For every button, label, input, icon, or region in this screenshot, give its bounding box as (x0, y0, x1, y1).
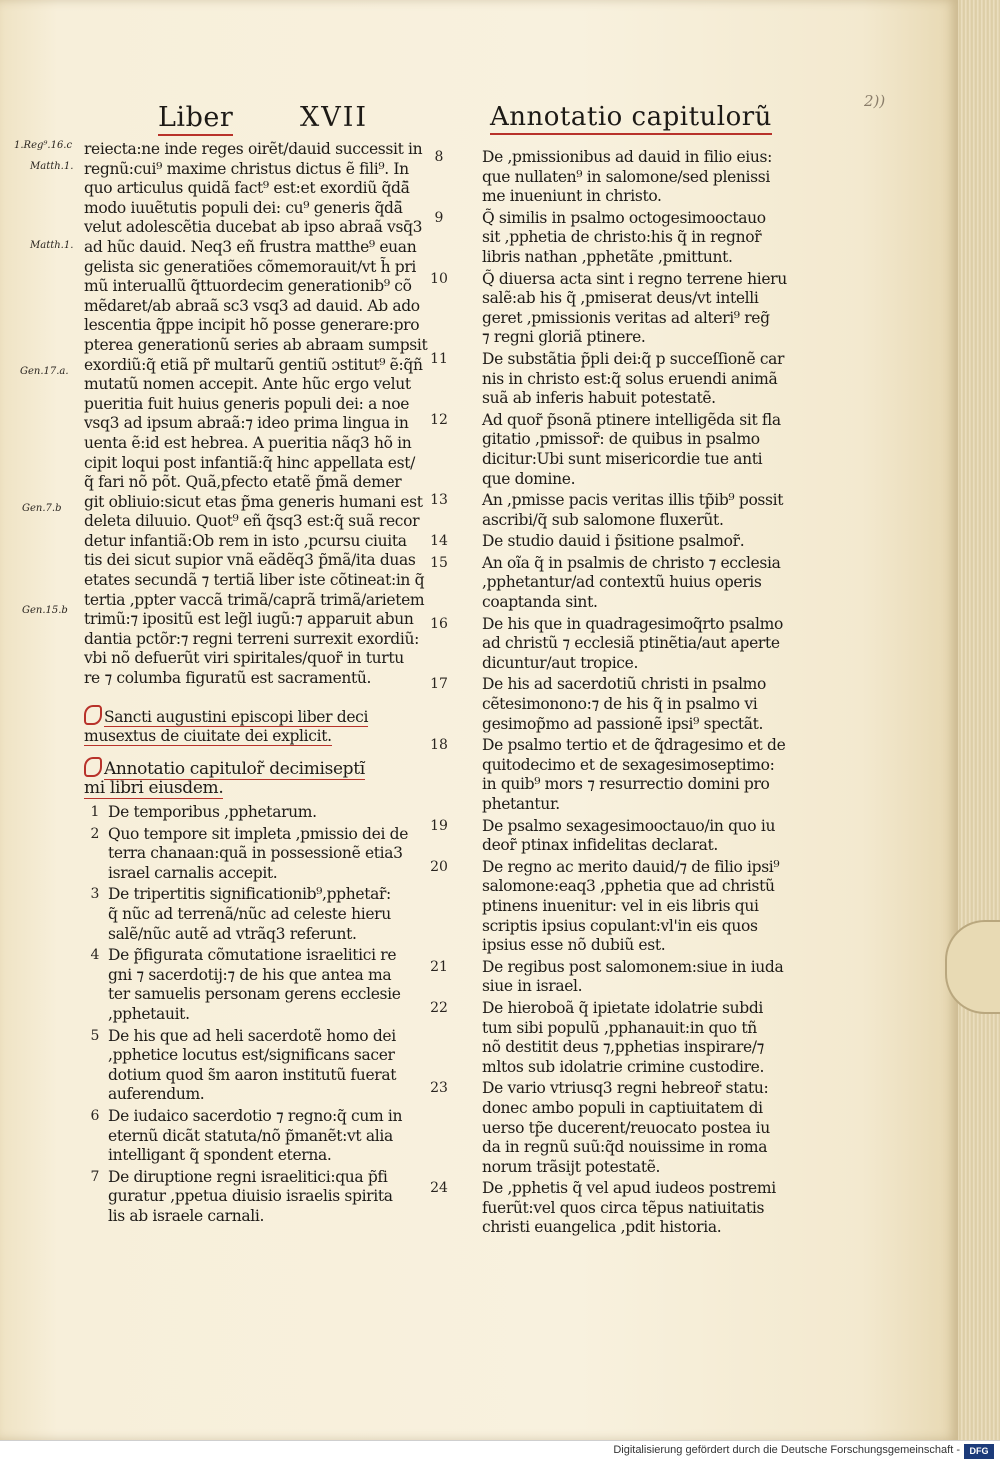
text-line: re ⁊ columba figuratũ est sacramentũ. (84, 669, 372, 688)
chapter-number: 16 (430, 615, 448, 632)
chapter-number: 9 (434, 209, 444, 226)
text-line: gelista sic generatiões cõmemorauit/vt h̃ pri (84, 257, 417, 276)
chapter-line: De p̃figurata cõmutatione israelitici re (108, 946, 397, 965)
text-line: cipit loqui post infantiã:q̃ hinc appellata est/ (84, 453, 415, 472)
chapter-line: ipsius esse nõ dubiũ est. (482, 936, 666, 955)
rubric-mark-icon (84, 705, 102, 725)
text-line: mẽdaret/ab abraã sc3 vsq3 ad dauid. Ab ado (84, 296, 420, 315)
colophon-line-1 (84, 705, 429, 728)
text-line: uenta ẽ:id est hebrea. A pueritia nãq3 hõ in (84, 433, 412, 452)
rubric-mark-icon (84, 757, 102, 777)
chapter-line: intelligant q̃ spondent eterna. (108, 1146, 332, 1165)
chapter-line: guratur ,ppetua diuisio israelis spirita (108, 1187, 393, 1206)
footer-credit: Digitalisierung gefördert durch die Deutsche Forschungsgemeinschaft - (613, 1444, 960, 1456)
chapter-line: An ,pmisse pacis veritas illis tp̃ib⁹ possit (482, 491, 784, 510)
text-line: mutatũ nomen accepit. Ante hũc ergo velut (84, 375, 411, 394)
chapter-line: israel carnalis accepit. (108, 863, 278, 882)
chapter-line: De regibus post salomonem:siue in iuda (482, 957, 784, 976)
text-line: pterea generationũ series ab abraam sumpsit (84, 335, 428, 354)
chapter-line: ad christũ ⁊ ecclesiã ptinẽtia/aut aperte (482, 634, 780, 653)
chapter-entry (430, 349, 794, 409)
text-line: regnũ:cui⁹ maxime christus dictus ẽ fili⁹. In (84, 159, 409, 178)
text-line: velut adolescẽtia ducebat ab ipso abraã vsq̄3 (84, 218, 423, 237)
chapter-line: lis ab israele carnali. (108, 1206, 265, 1225)
chapter-line: De psalmo tertio et de q̃dragesimo et de (482, 736, 786, 755)
chapter-entry (90, 1026, 429, 1105)
chapter-line: dicitur:Ubi sunt misericordie tue anti (482, 449, 763, 468)
text-line: detur infantiã:Ob rem in isto ,pcursu ciuita (84, 531, 407, 550)
chapter-number: 8 (434, 149, 444, 165)
chapter-number: 10 (430, 270, 448, 287)
chapter-line: que nullaten⁹ in salomone/sed plenissi (482, 167, 770, 186)
pencil-page-number: 2)) (864, 92, 886, 110)
annotatio-title-line-1 (84, 757, 429, 780)
chapter-line: De studio dauid i p̃sitione psalmor̃. (482, 532, 745, 551)
chapter-line: da in regnũ suũ:q̃d nouissime in roma (482, 1138, 768, 1157)
running-head-liber-text: Liber (158, 102, 233, 136)
chapter-entry (90, 824, 429, 884)
chapter-line: ⁊ regni gloriã ptinere. (482, 328, 646, 347)
annotatio-title-text: Annotatio capitulor̃ decimiseptĩ (104, 758, 365, 779)
text-line: tis dei sicut supior vnã eãdẽq3 p̃mã/ita duas (84, 551, 416, 570)
chapter-line: donec ambo populi in captiuitatem di (482, 1098, 763, 1117)
chapter-line: ,pphetantur/ad contextũ huius operis (482, 573, 762, 592)
running-head-book-number: XVII (300, 102, 369, 133)
chapter-entry (430, 998, 794, 1077)
chapter-line: De substãtia p̃pli dei:q̃ p succeſſionẽ car (482, 349, 785, 368)
chapter-line: norum trãsijt potestatẽ. (482, 1157, 661, 1176)
chapter-entry (430, 816, 794, 856)
chapter-number: 1 (90, 804, 100, 820)
chapter-line: nõ destitit deus ⁊,pphetias inspirare/⁊ (482, 1038, 765, 1057)
running-head-annotatio-text: Annotatio capitulorũ (490, 102, 772, 135)
text-line: etates secundã ⁊ tertiã liber iste cõtineat:in q̃ (84, 571, 425, 590)
chapter-number: 18 (430, 737, 448, 754)
chapter-line: coaptanda sint. (482, 593, 598, 612)
chapter-entry (90, 885, 429, 944)
chapter-line: fuerũt:vel quos circa tẽpus natiuitatis (482, 1198, 765, 1217)
text-line: q̃ fari nõ põt. Quã,pfecto etatẽ p̃mã demer (84, 473, 402, 492)
chapter-entry (430, 553, 794, 613)
chapter-line: siue in israel. (482, 977, 583, 996)
chapter-number: 3 (90, 886, 100, 903)
margin-note: Matth.1. (30, 161, 74, 172)
chapter-entry (434, 208, 794, 268)
chapter-line: Ad quor̃ p̃sonã ptinere intelligẽda sit fla (482, 410, 781, 429)
text-line: dantia pctõr:⁊ regni terreni surrexit exordiũ: (84, 629, 419, 648)
chapter-entry (430, 1179, 794, 1238)
chapter-line: dotium quod s̃m aaron institutũ fuerat (108, 1065, 397, 1084)
text-line: pueritia fuit huius generis populi dei: a noe (84, 394, 410, 413)
text-line: ad hũc dauid. Neq3 eñ frustra matthe⁹ euan (84, 237, 417, 256)
chapter-line: gni ⁊ sacerdotij:⁊ de his que antea ma (108, 965, 392, 984)
chapter-line: suã ab inferis habuit potestatẽ. (482, 389, 716, 408)
chapter-line: De his que in quadragesimoq̃rto psalmo (482, 614, 783, 633)
chapter-number: 24 (430, 1180, 448, 1197)
chapter-line: De iudaico sacerdotio ⁊ regno:q̃ cum in (108, 1106, 403, 1125)
chapter-line: libris nathan ,pphetãte ,pmittunt. (482, 247, 733, 266)
chapter-line: christi euangelica ,pdit historia. (482, 1218, 722, 1237)
left-column (84, 140, 429, 1228)
chapter-number: 17 (430, 676, 448, 693)
text-line: lescentia q̃ppe incipit hõ posse generare:pro (84, 316, 420, 335)
annotatio-title (84, 757, 429, 799)
chapter-line: Q̃ diuersa acta sint i regno terrene hieru (482, 269, 787, 288)
chapter-number: 12 (430, 411, 448, 428)
right-column (430, 148, 794, 1240)
chapter-line: De ,pmissionibus ad dauid in filio eius: (482, 148, 773, 166)
dfg-logo-icon: DFG (964, 1444, 994, 1459)
footer-bar (0, 1440, 1000, 1463)
chapter-line: De vario vtriusq3 regni hebreor̃ statu: (482, 1079, 769, 1098)
chapter-line: salẽ:ab his q̃ ,pmiserat deus/vt intelli (482, 289, 759, 308)
margin-note: Gen.15.b (22, 605, 68, 616)
chapter-number: 20 (430, 858, 448, 875)
chapter-entry (430, 957, 794, 997)
chapter-number: 19 (430, 817, 448, 834)
chapter-line: quitodecimo et de sexagesimoseptimo: (482, 755, 775, 774)
chapter-line: phetantur. (482, 795, 560, 813)
text-line: deleta diluuio. Quot⁹ eñ q̃sq3 est:q̃ suã recor (84, 512, 420, 531)
chapter-line: q̃ nũc ad terrenã/nũc ad celeste hieru (108, 904, 391, 923)
chapter-line: An oĩa q̃ in psalmis de christo ⁊ ecclesia (482, 553, 781, 572)
chapter-number: 21 (430, 958, 448, 975)
margin-note: 1.Reg⁹.16.c (14, 140, 73, 151)
text-line: vsq3 ad ipsum abraã:⁊ ideo prima lingua in (84, 414, 409, 433)
chapter-line: geret ,pmissionis veritas ad alteri⁹ reg̃ (482, 308, 770, 327)
chapter-entry (430, 269, 794, 348)
chapter-entry (90, 803, 429, 823)
chapter-entry (90, 1167, 429, 1227)
text-line: git obliuio:sicut etas p̃ma generis humani est (84, 492, 423, 511)
chapter-line: ,pphetauit. (108, 1004, 190, 1023)
chapter-number: 4 (90, 947, 100, 964)
chapter-line: salomone:eaq3 ,pphetia que ad christũ (482, 877, 775, 896)
chapter-entry (90, 1106, 429, 1166)
chapter-number: 5 (90, 1027, 100, 1044)
chapter-number: 23 (430, 1080, 448, 1097)
chapter-number: 13 (430, 492, 448, 509)
chapter-line: De ,pphetis q̃ vel apud iudeos postremi (482, 1179, 776, 1198)
chapter-line: in quib⁹ mors ⁊ resurrectio domini pro (482, 775, 770, 794)
chapter-entry (430, 410, 794, 489)
chapter-line: sit ,pphetia de christo:his q̃ in regnor̃ (482, 228, 762, 247)
chapter-line: De regno ac merito dauid/⁊ de filio ipsi⁹ (482, 857, 780, 876)
chapter-line: uerso tp̃e ducerent/reuocato postea iu (482, 1118, 770, 1137)
chapter-line: que domine. (482, 469, 576, 488)
running-head-liber (158, 102, 233, 133)
colophon (84, 705, 429, 747)
chapter-entry (430, 736, 794, 814)
page-edges (958, 0, 1000, 1440)
chapter-line: dicuntur/aut tropice. (482, 653, 639, 672)
text-line: quo articulus quidã fact⁹ est:et exordiũ q̃dã̄ (84, 179, 410, 198)
chapter-number: 7 (90, 1168, 100, 1185)
chapter-line: tum sibi populũ ,pphanauit:in quo tñ (482, 1018, 757, 1037)
chapter-line: De his ad sacerdotiũ christi in psalmo (482, 675, 767, 694)
chapter-line: eternũ dicãt statuta/nõ p̃manẽt:vt alia (108, 1126, 393, 1145)
chapter-line: ,pphetice locutus est/significans sacer (108, 1046, 395, 1065)
chapter-entry (430, 1079, 794, 1177)
chapter-entry (430, 614, 794, 674)
chapter-number: 11 (430, 350, 448, 367)
chapter-line: ptinens inuenitur: vel in eis libris qui (482, 896, 759, 915)
chapter-list-left (84, 803, 429, 1226)
chapter-line: ascribi/q̃ sub salomone fluxerũt. (482, 510, 724, 529)
margin-note: Gen.7.b (22, 503, 62, 514)
text-line: mũ interuallũ q̃ttuordecim generationib⁹ cõ (84, 277, 412, 296)
chapter-line: De tripertitis significationib⁹,pphetar̃: (108, 885, 391, 904)
chapter-line: me inueniunt in christo. (482, 187, 662, 206)
margin-note: Gen.17.a. (20, 366, 69, 377)
text-line: vbi nõ defuerũt viri spiritales/quor̃ in turtu (84, 649, 404, 668)
chapter-line: De his que ad heli sacerdotẽ homo dei (108, 1026, 396, 1045)
chapter-number: 6 (90, 1107, 100, 1124)
chapter-line: salẽ/nũc autẽ ad vtrãq3 referunt. (108, 924, 357, 943)
chapter-number: 15 (430, 554, 448, 571)
chapter-line: gitatio ,pmissor̃: de quibus in psalmo (482, 430, 760, 449)
chapter-entry (430, 675, 794, 734)
chapter-line: gesimop̃mo ad passionẽ ipsi⁹ spectãt. (482, 714, 764, 733)
colophon-text: Sancti augustini episcopi liber deci (104, 707, 369, 726)
chapter-line: terra chanaan:quã in possessionẽ etia3 (108, 844, 403, 863)
chapter-line: De temporibus ,pphetarum. (108, 803, 317, 821)
chapter-line: cẽtesimonono:⁊ de his q̃ in psalmo vi (482, 695, 758, 714)
text-line: modo iuuẽtutis populi dei: cu⁹ generis q̃dã̄ (84, 198, 403, 217)
chapter-entry (90, 946, 429, 1024)
chapter-entry (430, 857, 794, 956)
text-line: exordiũ:q̃ etiã pr̃ multarũ gentiũ ɔstitut⁹ ẽ:q̃ñ (84, 355, 423, 374)
chapter-line: deor̃ ptinax infidelitas declarat. (482, 836, 718, 855)
running-head-annotatio (490, 102, 772, 132)
colophon-text: musextus de ciuitate dei explicit. (84, 727, 332, 746)
body-text (84, 140, 429, 689)
chapter-line: De hieroboã q̃ ipietate idolatrie subdi (482, 998, 764, 1017)
chapter-line: De psalmo sexagesimooctauo/in quo iu (482, 816, 776, 835)
text-line: reiecta:ne inde reges oirẽt/dauid successit in (84, 140, 423, 158)
chapter-line: auferendum. (108, 1085, 205, 1104)
chapter-line: Quo tempore sit impleta ,pmissio dei de (108, 824, 409, 843)
chapter-entry (434, 148, 794, 207)
chapter-number: 2 (90, 825, 100, 842)
chapter-line: mltos sub idolatrie crimine custodire. (482, 1057, 765, 1076)
chapter-line: Q̃ similis in psalmo octogesimooctauo (482, 208, 766, 227)
chapter-number: 14 (430, 533, 448, 550)
annotatio-title-line-2 (84, 779, 429, 799)
chapter-line: ter samuelis personam gerens ecclesie (108, 985, 401, 1004)
chapter-line: scriptis ipsius copulant:vl'in eis quos (482, 916, 758, 935)
text-line: trimũ:⁊ ipositũ est leg̃l iugũ:⁊ apparuit abun (84, 610, 414, 629)
margin-note: Matth.1. (30, 240, 74, 251)
colophon-line-2 (84, 727, 429, 747)
chapter-line: nis in christo est:q̃ solus eruendi animã (482, 369, 778, 388)
annotatio-title-text: mi libri eiusdem. (84, 778, 224, 799)
chapter-line: De diruptione regni israelitici:qua p̃fi (108, 1167, 388, 1186)
text-line: tertia ,ppter vaccã trimã/caprã trimã/arietem (84, 590, 425, 609)
chapter-entry (430, 532, 794, 552)
chapter-entry (430, 491, 794, 530)
chapter-number: 22 (430, 999, 448, 1016)
